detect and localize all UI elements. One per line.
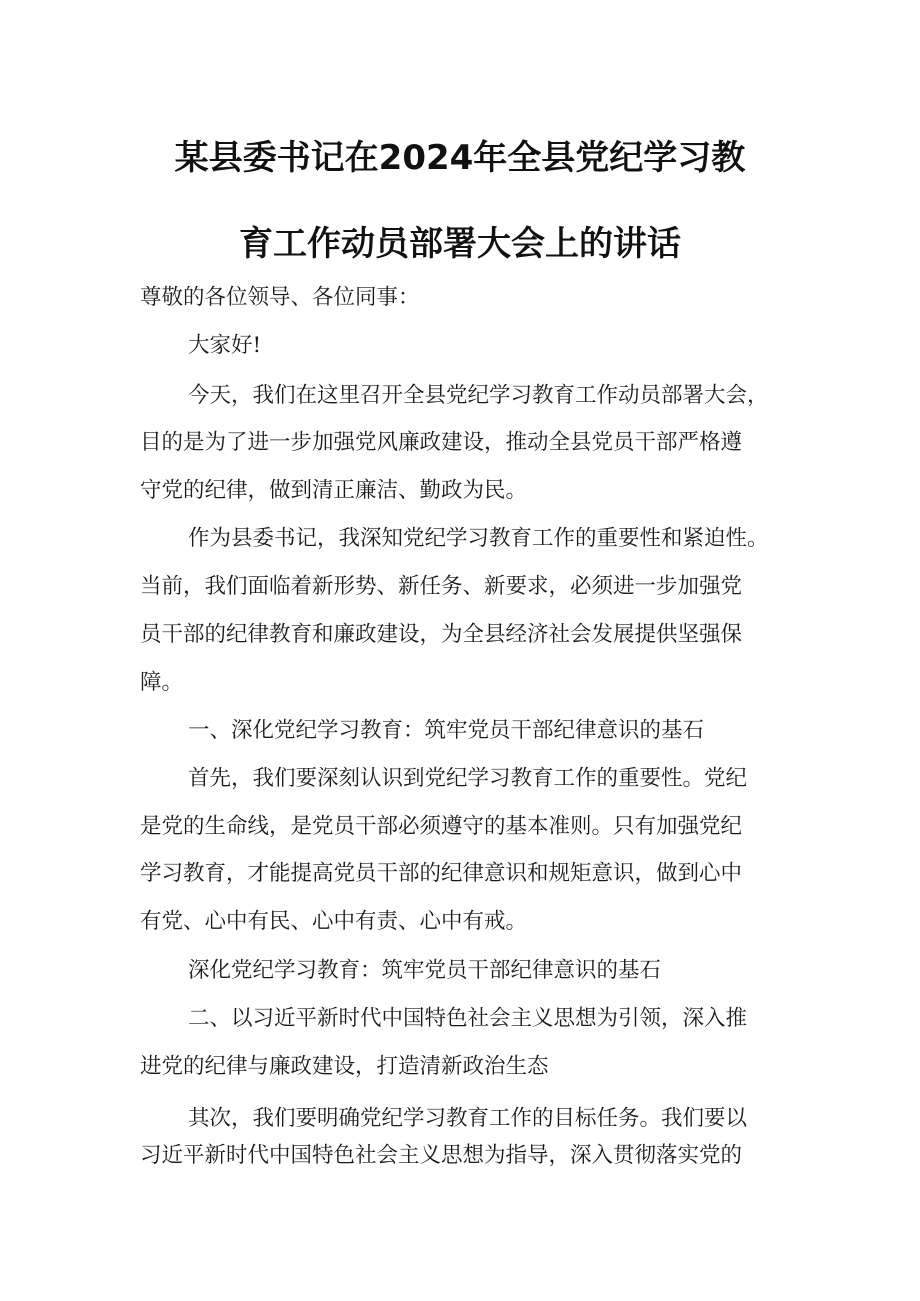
- paragraph-line: 习近平新时代中国特色社会主义思想为指导，深入贯彻落实党的: [140, 1143, 743, 1168]
- paragraph-line: 有党、心中有民、心中有责、心中有戒。: [140, 909, 528, 934]
- document-title-line-2: 育工作动员部署大会上的讲话: [239, 224, 681, 264]
- greeting: 大家好!: [188, 333, 262, 358]
- salutation: 尊敬的各位领导、各位同事：: [140, 285, 420, 310]
- paragraph-line: 员干部的纪律教育和廉政建设，为全县经济社会发展提供坚强保: [140, 622, 743, 647]
- paragraph-line: 作为县委书记，我深知党纪学习教育工作的重要性和紧迫性。: [188, 526, 769, 551]
- paragraph-line: 目的是为了进一步加强党风廉政建设，推动全县党员干部严格遵: [140, 430, 743, 455]
- paragraph-line: 学习教育，才能提高党员干部的纪律意识和规矩意识，做到心中: [140, 861, 743, 886]
- paragraph-line: 障。: [140, 670, 184, 695]
- paragraph-line: 首先，我们要深刻认识到党纪学习教育工作的重要性。党纪: [188, 766, 748, 791]
- paragraph-line: 今天，我们在这里召开全县党纪学习教育工作动员部署大会，: [188, 383, 769, 408]
- section-heading-2: 二、以习近平新时代中国特色社会主义思想为引领，深入推: [188, 1006, 748, 1031]
- section-heading-1: 一、深化党纪学习教育：筑牢党员干部纪律意识的基石: [188, 718, 705, 743]
- subheading: 深化党纪学习教育：筑牢党员干部纪律意识的基石: [188, 958, 662, 983]
- paragraph-line: 守党的纪律，做到清正廉洁、勤政为民。: [140, 478, 528, 503]
- paragraph-line: 是党的生命线，是党员干部必须遵守的基本准则。只有加强党纪: [140, 814, 743, 839]
- document-title-line-1: 某县委书记在2024年全县党纪学习教: [174, 138, 746, 178]
- section-heading-2-cont: 进党的纪律与廉政建设，打造清新政治生态: [140, 1054, 549, 1079]
- paragraph-line: 当前，我们面临着新形势、新任务、新要求，必须进一步加强党: [140, 574, 743, 599]
- paragraph-line: 其次，我们要明确党纪学习教育工作的目标任务。我们要以: [188, 1106, 748, 1131]
